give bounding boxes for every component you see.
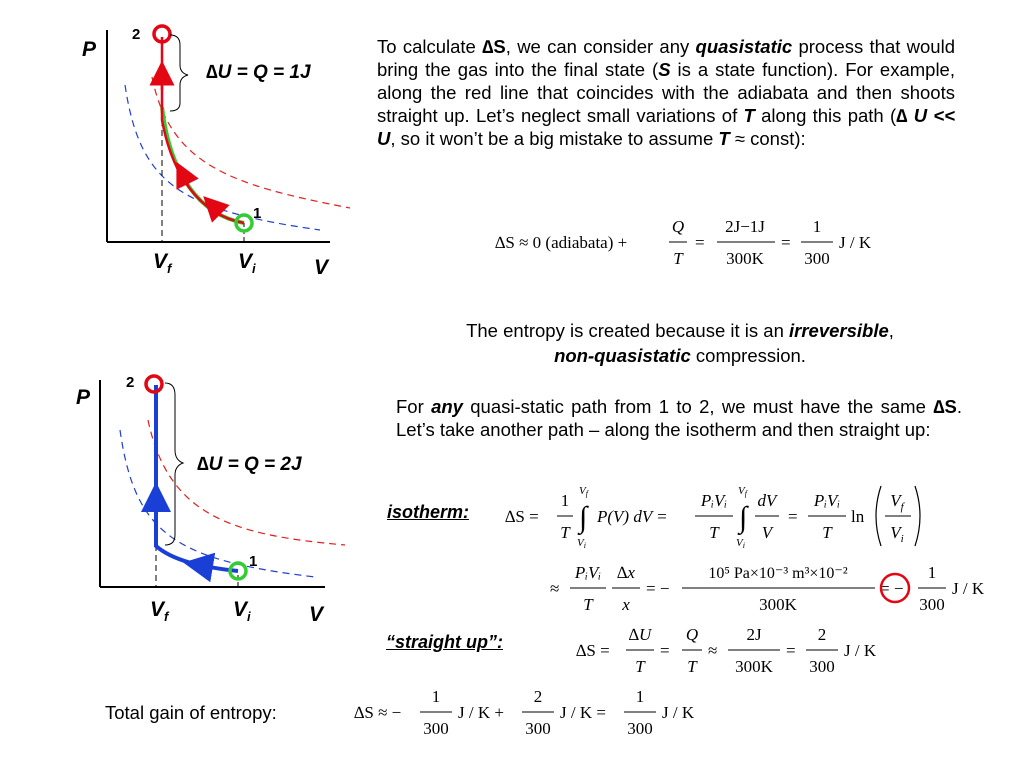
adiabat-green bbox=[162, 107, 244, 223]
iso-int-bot: Vi bbox=[577, 537, 586, 550]
eq1-eq-b: = bbox=[781, 233, 791, 252]
eq1-eq-a: = bbox=[695, 233, 705, 252]
su-approx: ≈ bbox=[708, 641, 718, 660]
straight-up-label: “straight up”: bbox=[386, 632, 503, 652]
pv-diagram-adiabatic bbox=[60, 15, 360, 290]
total-gain-label: Total gain of entropy: bbox=[105, 702, 277, 723]
iso-vi: $V_i$ bbox=[890, 523, 904, 545]
explanation-paragraph-1: To calculate ∆S, we can consider any quasistatic process that would bring the gas into the final state (S is a state function). For example, along the red line that coincides with the adiabata and then shoots straight up. Let’s neglect small variations of T along this path (∆ U << U, so it won’t be a big mistake to assume T ≈ const): bbox=[377, 36, 955, 149]
iso-one: 1 bbox=[560, 491, 570, 510]
isotherm-high bbox=[152, 77, 350, 208]
delta-u-brace bbox=[165, 383, 183, 545]
su-d1: T bbox=[635, 657, 645, 676]
iso-int2-top: Vf bbox=[738, 485, 747, 498]
iso-pv-num: PᵢVᵢ bbox=[700, 491, 728, 510]
isotherm-low bbox=[125, 85, 320, 230]
tot-u1: J / K + bbox=[458, 703, 504, 722]
iso-int-top: Vf bbox=[579, 485, 588, 498]
su-n2: Q bbox=[685, 625, 699, 644]
isotherm-label: isotherm: bbox=[387, 502, 470, 522]
approx-eq2: = − bbox=[880, 579, 904, 598]
tot-lhs: ∆S ≈ − bbox=[354, 703, 402, 722]
approx-res-num: 1 bbox=[927, 563, 937, 582]
iso-integrand: P(V) dV = bbox=[597, 507, 668, 526]
delta-u-label-1: ∆U = Q = 1J bbox=[206, 62, 311, 83]
su-d2: T bbox=[687, 657, 697, 676]
iso-integral-2: ∫ bbox=[739, 501, 748, 534]
equation-adiabata bbox=[495, 212, 895, 272]
vf-label-1: $V_f$ bbox=[153, 250, 172, 277]
explanation-paragraph-3: For any quasi-static path from 1 to 2, we must have the same ∆S. Let’s take another path – along the isotherm and then straight up: bbox=[396, 396, 962, 440]
tot-u2: J / K = bbox=[560, 703, 606, 722]
approx-big-den: 300K bbox=[759, 595, 797, 614]
eq1-den3: 300 bbox=[804, 249, 830, 268]
iso-paren-right bbox=[915, 486, 920, 546]
eq1-den1: T bbox=[673, 249, 683, 268]
equation-straight-up bbox=[576, 620, 906, 680]
su-eq1: = bbox=[660, 641, 670, 660]
iso-dv-num: dV bbox=[757, 491, 777, 510]
p-axis-label-1: P bbox=[82, 38, 97, 61]
point-2-label-1: 2 bbox=[132, 26, 141, 43]
su-eq2: = bbox=[786, 641, 796, 660]
su-lhs: ∆S = bbox=[576, 641, 610, 660]
iso-integral: ∫ bbox=[579, 501, 588, 534]
iso-pv-den2: T bbox=[822, 523, 832, 542]
iso-vf: $V_f$ bbox=[890, 491, 904, 513]
su-n1: ∆U bbox=[628, 625, 652, 644]
iso-ln: ln bbox=[851, 507, 865, 526]
vi-label-1: $V_i$ bbox=[238, 250, 256, 277]
iso-dv-den: V bbox=[761, 523, 773, 542]
su-unit: J / K bbox=[844, 641, 877, 660]
vi-label-2: $V_i$ bbox=[233, 598, 251, 625]
iso-T: T bbox=[560, 523, 570, 542]
iso-pv-num2: PᵢVᵢ bbox=[813, 491, 841, 510]
iso-paren-left bbox=[876, 486, 881, 546]
tot-u3: J / K bbox=[662, 703, 695, 722]
delta-u-brace bbox=[170, 35, 188, 111]
su-d4: 300 bbox=[809, 657, 835, 676]
eq1-num2: 2J−1J bbox=[725, 217, 765, 236]
approx-pv-den: T bbox=[583, 595, 593, 614]
tot-d2: 300 bbox=[525, 719, 551, 738]
iso-int2-bot: Vi bbox=[736, 537, 745, 550]
delta-u-label-2: ∆U = Q = 2J bbox=[197, 454, 302, 475]
approx-unit: J / K bbox=[952, 579, 985, 598]
point-1-label-1: 1 bbox=[253, 205, 262, 222]
tot-n3: 1 bbox=[635, 687, 645, 706]
tot-n1: 1 bbox=[431, 687, 441, 706]
tot-d3: 300 bbox=[627, 719, 653, 738]
approx-big-num: 10⁵ Pa×10⁻³ m³×10⁻² bbox=[708, 565, 848, 582]
tot-d1: 300 bbox=[423, 719, 449, 738]
eq1-lhs: ∆S ≈ 0 (adiabata) + bbox=[495, 233, 628, 252]
equation-isotherm bbox=[505, 480, 935, 552]
iso-eq: = bbox=[788, 507, 798, 526]
tot-n2: 2 bbox=[533, 687, 543, 706]
point-2-label-2: 2 bbox=[126, 374, 135, 391]
approx-dx-den: x bbox=[622, 595, 630, 614]
approx-dx-num: ∆x bbox=[617, 563, 635, 582]
su-n4: 2 bbox=[817, 625, 827, 644]
eq1-unit: J / K bbox=[839, 233, 872, 252]
approx-pv-num: PᵢVᵢ bbox=[574, 563, 602, 582]
eq1-num1: Q bbox=[671, 217, 685, 236]
iso-pv-den: T bbox=[709, 523, 719, 542]
su-n3: 2J bbox=[746, 625, 762, 644]
equation-approx bbox=[550, 558, 1010, 620]
su-d3: 300K bbox=[735, 657, 773, 676]
v-axis-label-2: V bbox=[309, 603, 324, 626]
explanation-paragraph-2: The entropy is created because it is an irreversible, non-quasistatic compression. bbox=[466, 320, 894, 366]
approx-res-den: 300 bbox=[919, 595, 945, 614]
equation-total bbox=[354, 684, 724, 744]
eq1-num3: 1 bbox=[812, 217, 822, 236]
point-1-label-2: 1 bbox=[249, 553, 258, 570]
isotherm-low bbox=[120, 430, 315, 577]
v-axis-label-1: V bbox=[314, 256, 329, 279]
approx-eq: = − bbox=[646, 579, 670, 598]
approx-sym: ≈ bbox=[550, 579, 560, 598]
vf-label-2: $V_f$ bbox=[150, 598, 169, 625]
iso-lhs: ∆S = bbox=[505, 507, 539, 526]
p-axis-label-2: P bbox=[76, 386, 91, 409]
isotherm-high bbox=[148, 420, 345, 545]
blue-arrow-1 bbox=[198, 565, 210, 567]
blue-path bbox=[156, 385, 238, 571]
eq1-den2: 300K bbox=[726, 249, 764, 268]
pv-diagram-isotherm bbox=[60, 365, 360, 625]
